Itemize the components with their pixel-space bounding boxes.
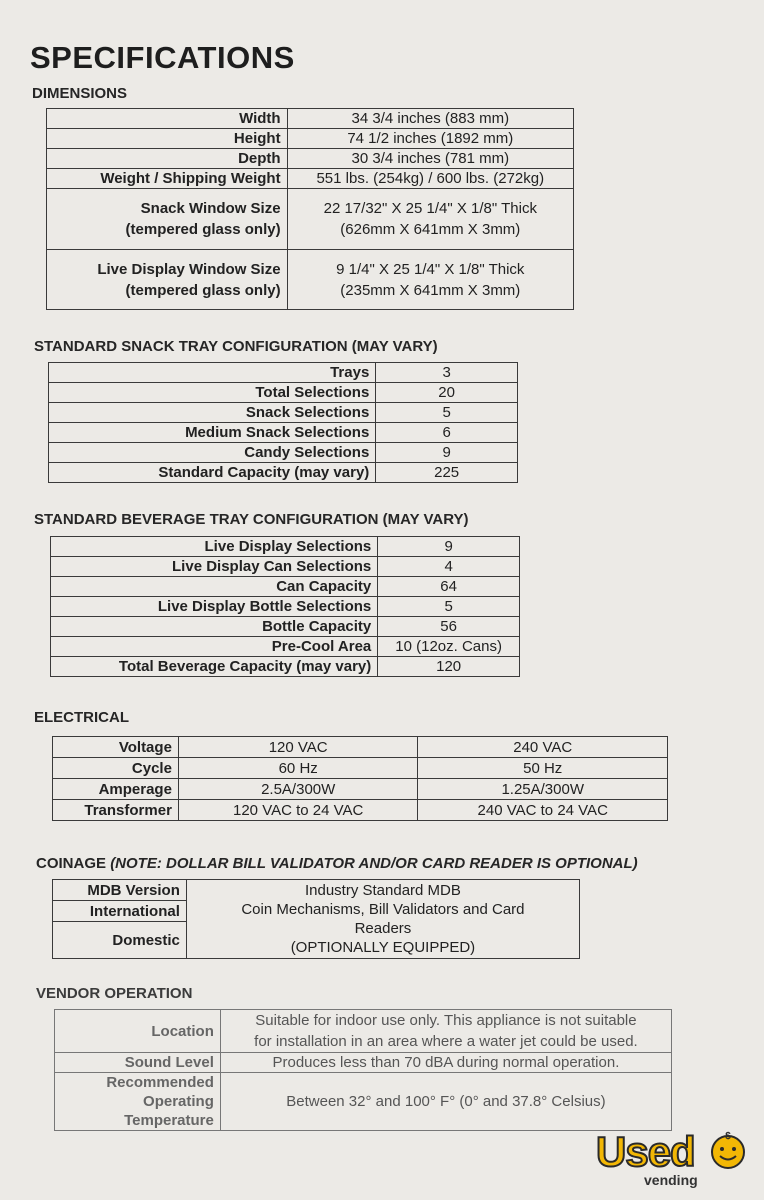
vendor-value-line: for installation in an area where a water jet could be used. [254, 1033, 638, 1050]
smiley-coin-icon [708, 1130, 748, 1170]
coinage-label: Domestic [53, 922, 187, 959]
electrical-value-120: 60 Hz [178, 758, 418, 779]
table-row [49, 423, 518, 443]
snack-value: 3 [376, 363, 518, 383]
table-row [49, 403, 518, 423]
svg-text:$: $ [725, 1131, 731, 1142]
snack-label: Snack Selections [49, 403, 376, 423]
beverage-label: Live Display Bottle Selections [51, 597, 378, 617]
beverage-value: 5 [378, 597, 520, 617]
coinage-value-line: (OPTIONALLY EQUIPPED) [290, 939, 476, 956]
dim-label-live-window [47, 250, 288, 310]
snack-heading: STANDARD SNACK TRAY CONFIGURATION (MAY VARY) [34, 338, 438, 355]
coinage-value-line: Industry Standard MDB [304, 882, 461, 899]
table-row [47, 250, 574, 310]
electrical-value-120: 120 VAC [178, 737, 418, 758]
vendor-value-sound: Produces less than 70 dBA during normal operation. [220, 1053, 671, 1073]
vendor-label-line: Temperature [124, 1112, 214, 1129]
dim-label-line: (tempered glass only) [125, 221, 281, 238]
dim-value-depth: 30 3/4 inches (781 mm) [287, 149, 573, 169]
electrical-value-120: 2.5A/300W [178, 779, 418, 800]
table-row [53, 800, 668, 821]
vendor-value-temperature: Between 32° and 100° F° (0° and 37.8° Celsius) [220, 1073, 671, 1131]
logo-brand: Used [596, 1128, 695, 1175]
snack-value: 225 [376, 463, 518, 483]
snack-label: Total Selections [49, 383, 376, 403]
dimensions-heading: DIMENSIONS [32, 85, 128, 102]
table-row [51, 557, 520, 577]
table-row [49, 463, 518, 483]
vendor-label-temperature [55, 1073, 221, 1131]
dim-label-line: (tempered glass only) [125, 281, 281, 299]
coinage-value [186, 880, 579, 959]
table-row [47, 189, 574, 250]
table-row [51, 537, 520, 557]
table-row [51, 577, 520, 597]
vendor-label-location: Location [55, 1010, 221, 1053]
table-row [51, 617, 520, 637]
table-row [53, 758, 668, 779]
electrical-label: Transformer [53, 800, 179, 821]
coinage-heading-text: COINAGE [36, 855, 107, 872]
beverage-label: Pre-Cool Area [51, 637, 378, 657]
electrical-label: Cycle [53, 758, 179, 779]
coinage-value-line: Readers [354, 920, 412, 937]
snack-label: Standard Capacity (may vary) [49, 463, 376, 483]
table-row [55, 1010, 672, 1053]
snack-label: Trays [49, 363, 376, 383]
electrical-table [52, 736, 668, 821]
dim-value-line: 9 1/4" X 25 1/4" X 1/8" Thick [336, 260, 525, 278]
table-row [49, 383, 518, 403]
coinage-label: International [53, 901, 187, 922]
table-row [55, 1073, 672, 1131]
beverage-heading: STANDARD BEVERAGE TRAY CONFIGURATION (MAY VARY) [34, 511, 469, 528]
dim-value-line: (235mm X 641mm X 3mm) [340, 281, 521, 299]
beverage-label: Can Capacity [51, 577, 378, 597]
dim-value-line: (626mm X 641mm X 3mm) [340, 221, 521, 238]
electrical-value-120: 120 VAC to 24 VAC [178, 800, 418, 821]
vendor-label-sound: Sound Level [55, 1053, 221, 1073]
electrical-heading: ELECTRICAL [34, 709, 129, 726]
dim-value-line: 22 17/32" X 25 1/4" X 1/8" Thick [323, 200, 537, 217]
beverage-table [50, 536, 520, 677]
table-row [49, 363, 518, 383]
electrical-label: Voltage [53, 737, 179, 758]
dim-label-height: Height [47, 129, 288, 149]
page-title: SPECIFICATIONS [30, 40, 295, 75]
beverage-label: Total Beverage Capacity (may vary) [51, 657, 378, 677]
dimensions-table [46, 108, 574, 310]
electrical-value-240: 240 VAC [418, 737, 668, 758]
dim-value-height: 74 1/2 inches (1892 mm) [287, 129, 573, 149]
dim-value-snack-window [287, 189, 573, 250]
snack-value: 6 [376, 423, 518, 443]
electrical-value-240: 50 Hz [418, 758, 668, 779]
dim-label-width: Width [47, 109, 288, 129]
vendor-value-location [220, 1010, 671, 1053]
snack-value: 9 [376, 443, 518, 463]
vendor-table [54, 1009, 672, 1131]
beverage-value: 120 [378, 657, 520, 677]
beverage-label: Live Display Can Selections [51, 557, 378, 577]
snack-value: 5 [376, 403, 518, 423]
table-row [49, 443, 518, 463]
snack-label: Medium Snack Selections [49, 423, 376, 443]
beverage-value: 10 (12oz. Cans) [378, 637, 520, 657]
table-row [51, 657, 520, 677]
used-vending-logo [596, 1128, 756, 1194]
electrical-value-240: 1.25A/300W [418, 779, 668, 800]
beverage-value: 56 [378, 617, 520, 637]
dim-label-depth: Depth [47, 149, 288, 169]
snack-label: Candy Selections [49, 443, 376, 463]
dim-label-weight: Weight / Shipping Weight [47, 169, 288, 189]
snack-value: 20 [376, 383, 518, 403]
snack-table [48, 362, 518, 483]
electrical-label: Amperage [53, 779, 179, 800]
dim-value-live-window [287, 250, 573, 310]
vendor-label-line: Recommended [106, 1074, 214, 1091]
dim-label-snack-window [47, 189, 288, 250]
dim-label-line: Snack Window Size [140, 200, 281, 217]
vendor-value-line: Suitable for indoor use only. This appliance is not suitable [255, 1012, 637, 1029]
beverage-label: Live Display Selections [51, 537, 378, 557]
beverage-label: Bottle Capacity [51, 617, 378, 637]
table-row [51, 637, 520, 657]
table-row [47, 149, 574, 169]
coinage-table [52, 879, 580, 959]
dim-value-width: 34 3/4 inches (883 mm) [287, 109, 573, 129]
beverage-value: 9 [378, 537, 520, 557]
beverage-value: 4 [378, 557, 520, 577]
table-row [47, 129, 574, 149]
table-row [53, 779, 668, 800]
table-row [47, 169, 574, 189]
coinage-value-line: Coin Mechanisms, Bill Validators and Card [241, 901, 525, 918]
electrical-value-240: 240 VAC to 24 VAC [418, 800, 668, 821]
vendor-label-line: Operating [143, 1093, 214, 1110]
table-row [55, 1053, 672, 1073]
logo-sub: vending [644, 1172, 698, 1188]
table-row [47, 109, 574, 129]
table-row [51, 597, 520, 617]
table-row [53, 737, 668, 758]
table-row [53, 880, 580, 901]
beverage-value: 64 [378, 577, 520, 597]
dim-value-weight: 551 lbs. (254kg) / 600 lbs. (272kg) [287, 169, 573, 189]
coinage-heading [36, 855, 638, 872]
dim-label-line: Live Display Window Size [97, 260, 281, 278]
coinage-label: MDB Version [53, 880, 187, 901]
coinage-note: (NOTE: DOLLAR BILL VALIDATOR AND/OR CARD READER IS OPTIONAL) [110, 855, 638, 872]
vendor-heading: VENDOR OPERATION [36, 985, 193, 1002]
